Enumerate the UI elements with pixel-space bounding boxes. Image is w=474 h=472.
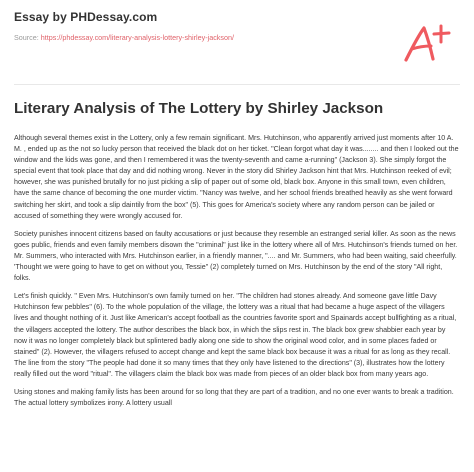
header-divider — [14, 84, 460, 85]
site-brand: Essay by PHDessay.com — [14, 10, 158, 24]
page-header — [14, 10, 234, 42]
essay-body — [14, 133, 460, 416]
source-label: Source: — [14, 33, 39, 42]
a-plus-grade-icon — [400, 22, 452, 64]
essay-paragraph: Let's finish quickly. " Even Mrs. Hutchinson's own family turned on her. "The children had stones already. And someone gave little Davy Hutchinson few pebbles" (6). To the whole population of the village, the lottery was a ritual that had became a huge aspect of the villagers lives and thought nothing of it. Just like American's accept football as the countries favorite sport and Spainards accept bullfighting as a ritual, the villagers accepted the lottery. The author describes the black box, in which the slips rest in. The black box grew shabbier each year by now it was no longer completely black but splintered badly along one side to show the original wood color, and in some places faded or stained" (2). However, the villagers refused to accept change and kept the same black box because it was a ritual for as long as they recall. The line from the story "The people had done it so many times that they only have listened to the directions" (3), illustrates how the lottery really filled out the word "ritual". The villagers claim the black box was made from pieces of an older black box from many years ago. — [14, 292, 457, 378]
essay-title: Literary Analysis of The Lottery by Shirley Jackson — [14, 100, 384, 117]
essay-paragraph: Society punishes innocent citizens based on faulty accusations or just because they resemble an estranged serial killer. As soon as the news goes public, friends and even family members disown the "criminal" just like in the lottery where all of Mrs. Hutchinson's friends turned on her. Mr. Summers, who interacted with Mrs. Hutchinson earlier, in a friendly manner, ".... and Mr. Summers, who had been waiting, said cheerfully. 'Thought we were going to have to get on without you, Tessie" (2) completely turned on Mrs. Hutchinson by the end of the story "All right, folks. — [14, 229, 458, 283]
essay-paragraph: Using stones and making family lists has been around for so long that they are part of a tradition, and no one ever wants to break a tradition. The actual lottery symbolizes irony. A lottery usuall — [14, 387, 454, 408]
bottom-fade — [0, 432, 474, 472]
essay-paragraph: Although several themes exist in the Lottery, only a few remain significant. Mrs. Hutchinson, who apparently arrived just moments after 10 A. M. , ended up as the not so lucky person that received the black dot on her ticket. "Clean forgot what day it was........ and then I looked out the window and the kids was gone, and then I remembered it was the twenty-seventh and came a-running" (Jackson 3). She simply forgot the special event that took place that day and did nothing wrong. Never in the story did Shirley Jackson hint that Mrs. Hutchinson reeked of evil; however, she was punished brutally for no just picking a slip of paper out of some old, black box. Anyone in this small town, even children, have the same chance of becoming the one murder victim. "Nancy was twelve, and her school friends breathed heavily as she went forward switching her skirt, and took a slip daintily from the box" (5). This goes for America's society where any random person can be jailed or accused of something they were wrongly accused for. — [14, 134, 459, 220]
source-line — [14, 33, 234, 42]
source-link[interactable]: https://phdessay.com/literary-analysis-lottery-shirley-jackson/ — [40, 33, 234, 42]
